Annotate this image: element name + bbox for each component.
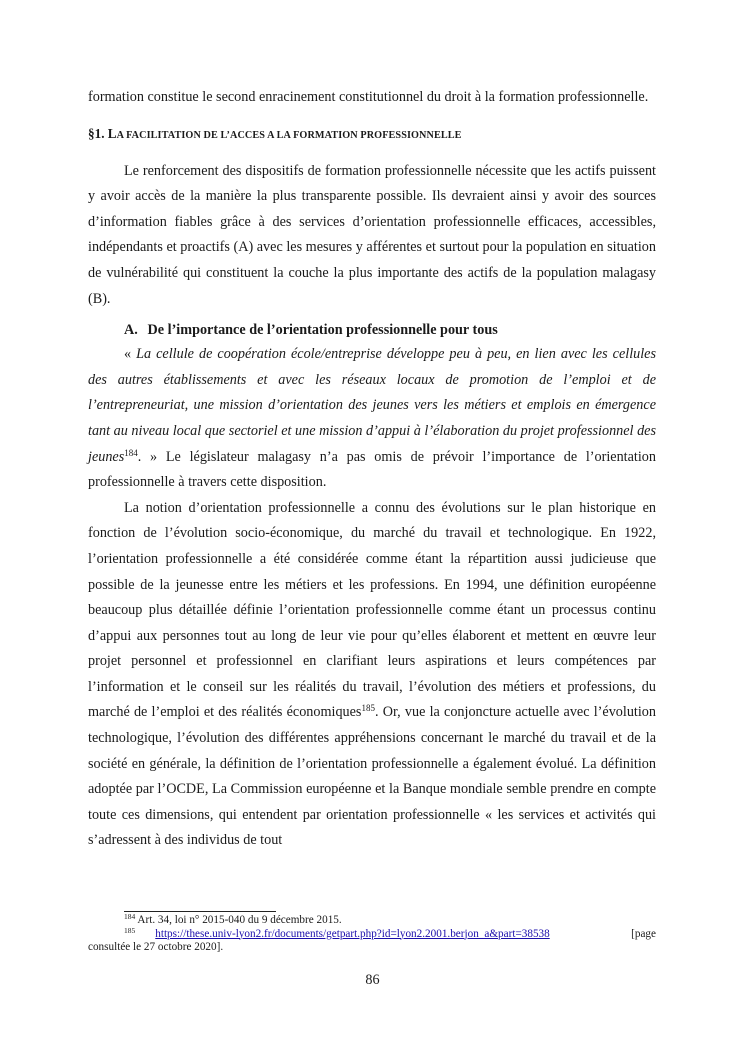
paragraph-intro: formation constitue le second enracinement constitutionnel du droit à la formation professionnelle. xyxy=(88,89,649,105)
footnote-185 xyxy=(88,925,656,942)
notion-text-part1: La notion d’orientation professionnelle a connu des évolutions sur le plan historique en fonction de l’évolution socio-économique, du marché du travail et technologique. En 1922, l’orientation professionnelle a été considérée comme étant la répartition aussi judicieuse que possible de la jeunesse entre les métiers et les professions. En 1994, une définition européenne beaucoup plus détaillée définie l’orientation professionnelle comme étant un processus continu d’appui aux personnes tout au long de leur vie pour qu’elles élaborent et mettent en œuvre leur projet personnel et professionnel en clarifiant leurs aspirations et leurs compétences par l’information et le conseil sur les réalités du travail, l’évolution des métiers et professions, du marché de l’emploi et des réalités économiques xyxy=(88,499,656,721)
open-quote: « xyxy=(124,346,137,363)
section-heading-rest: A FACILITATION DE L’ACCES A LA FORMATION PROFESSIONNELLE xyxy=(116,129,462,141)
footnote-184 xyxy=(88,914,656,928)
paragraph-notion xyxy=(88,496,656,854)
footnote-ref-185[interactable]: 185 xyxy=(361,703,375,714)
footnote-ref-184[interactable]: 184 xyxy=(124,447,138,458)
subsection-label: A. xyxy=(124,322,138,339)
footnote-tail: [page xyxy=(631,927,656,940)
page-body xyxy=(88,85,656,854)
footnote-number: 185 xyxy=(124,925,136,935)
subsection-title: De l’importance de l’orientation professionnelle pour tous xyxy=(147,322,498,339)
quoted-text: La cellule de coopération école/entreprise développe peu à peu, en lien avec les cellules des autres établissements et avec les réseaux locaux de promotion de l’emploi et de l’entrepreneuriat, une mission d’orientation des jeunes vers les métiers et emplois en émergence tant au niveau local que sectoriel et une mission d’appui à l’élaboration du projet professionnel des jeunes xyxy=(88,346,656,465)
notion-text-part2: . Or, vue la conjoncture actuelle avec l’évolution technologique, l’évolution des différentes appréhensions concernant le marché du travail et de la société en générale, la définition de l’orientation professionnelle a également évolué. La définition adoptée par l’OCDE, La Commission européenne et la Banque mondiale semble prendre en compte toute ces dimensions, qui entendent par orientation professionnelle « les services et activités qui s’adressent à des individus de tout xyxy=(88,704,656,849)
subsection-heading xyxy=(88,319,656,342)
section-heading-prefix: §1. L xyxy=(88,125,117,141)
paragraph-quote xyxy=(88,342,656,496)
quote-commentary: . » Le législateur malagasy n’a pas omis de prévoir l’importance de l’orientation professionnelle à travers cette disposition. xyxy=(88,448,656,491)
footnote-185-left xyxy=(124,925,550,942)
paragraph-renforcement: Le renforcement des dispositifs de formation professionnelle nécessite que les actifs puissent y avoir accès de la manière la plus transparente possible. Ils devraient ainsi y avoir des sources d’information fiables grâce à des services d’orientation professionnelle efficaces, accessibles, indépendants et proactifs (A) avec les mesures y afférentes et surtout pour la population en situation de vulnérabilité qui constituent la couche la plus importante des actifs de la population malagasy (B). xyxy=(88,162,656,307)
footnotes xyxy=(88,911,656,955)
footnote-text: Art. 34, loi n° 2015-040 du 9 décembre 2015. xyxy=(135,914,342,926)
footnote-number: 184 xyxy=(124,912,136,921)
footnote-separator xyxy=(124,911,276,912)
section-heading xyxy=(88,123,656,147)
footnote-185-continuation: consultée le 27 octobre 2020]. xyxy=(88,941,224,953)
page-number: 86 xyxy=(365,972,380,988)
footnote-link[interactable]: https://these.univ-lyon2.fr/documents/getpart.php?id=lyon2.2001.berjon_a&part=38538 xyxy=(155,927,550,940)
